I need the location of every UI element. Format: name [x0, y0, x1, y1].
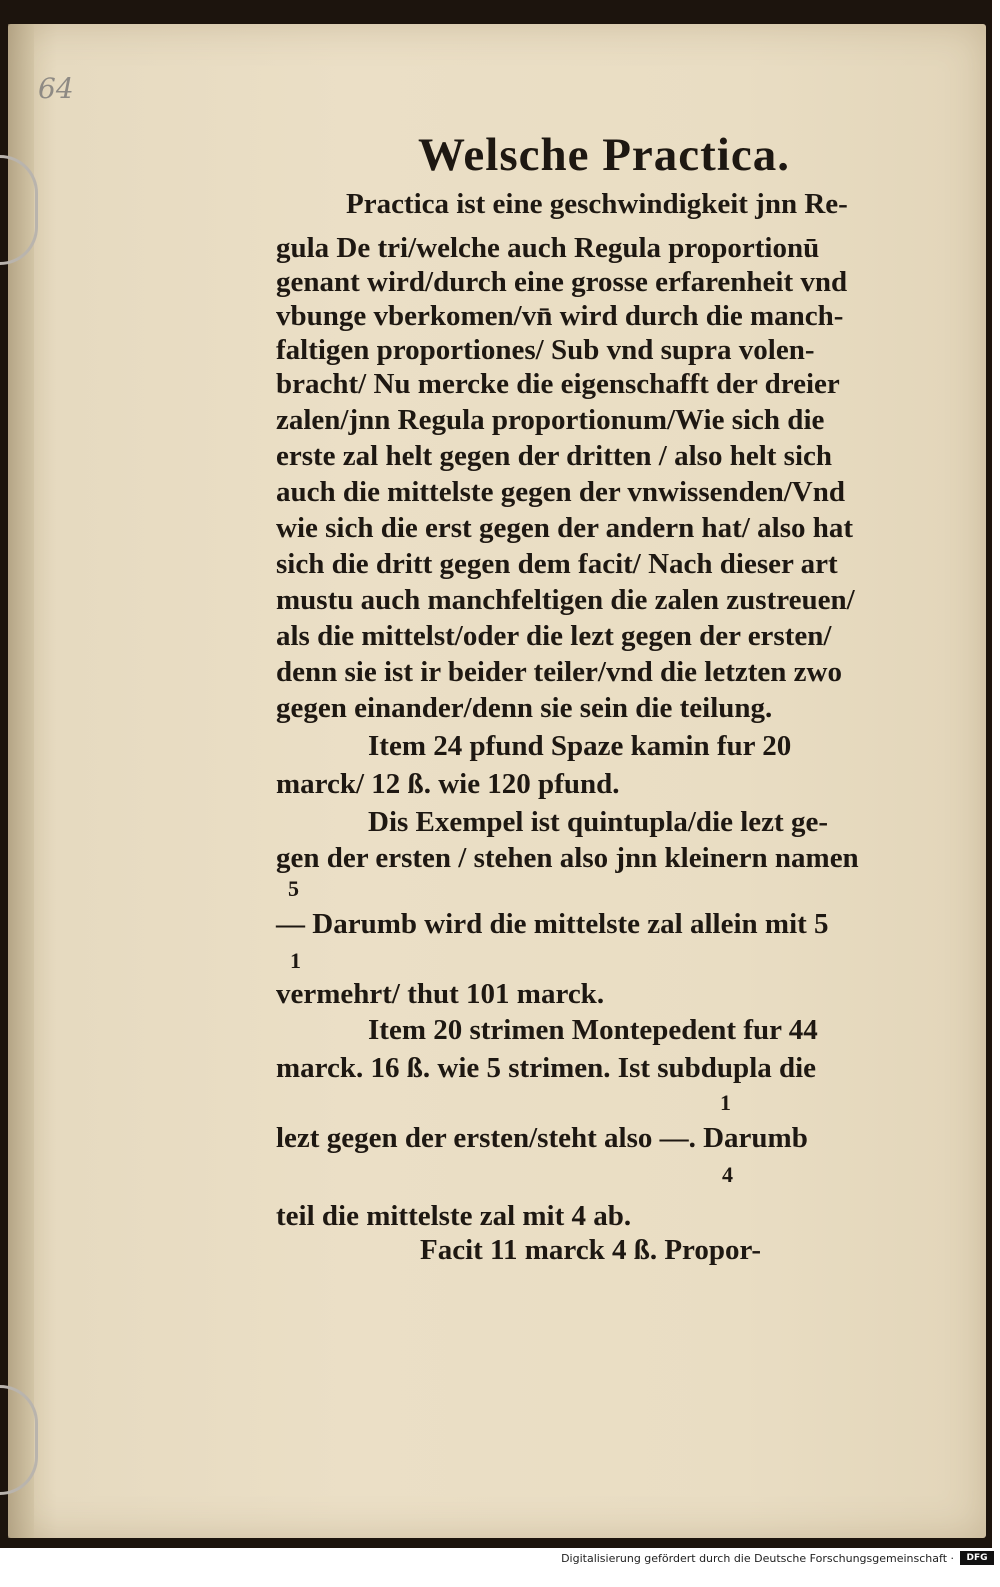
- text-line: als die mittelst/oder die lezt gegen der ersten/: [276, 620, 832, 652]
- text-line: genant wird/durch eine grosse erfarenheit vnd: [276, 266, 848, 298]
- text-line: faltigen proportiones/ Sub vnd supra volen-: [276, 334, 815, 366]
- fraction-denominator: 1: [290, 948, 301, 973]
- footer-credit: Digitalisierung gefördert durch die Deutsche Forschungsgemeinschaft ·: [561, 1552, 954, 1565]
- text-line: Practica ist eine geschwindigkeit jnn Re-: [346, 188, 848, 220]
- text-line: erste zal helt gegen der dritten / also helt sich: [276, 440, 832, 472]
- text-line: Dis Exempel ist quintupla/die lezt ge-: [368, 806, 828, 838]
- text-line: bracht/ Nu mercke die eigenschafft der dreier: [276, 368, 840, 400]
- dfg-logo: DFG: [960, 1551, 994, 1565]
- text-line: Facit 11 marck 4 ß. Propor-: [420, 1234, 761, 1266]
- text-line: gen der ersten / stehen also jnn kleinern namen: [276, 842, 859, 874]
- text-line: — Darumb wird die mittelste zal allein mit 5: [276, 908, 829, 940]
- text-line: vbunge vberkomen/vn̄ wird durch die manch-: [276, 300, 844, 332]
- text-line: gegen einander/denn sie sein die teilung.: [276, 692, 773, 724]
- text-line: denn sie ist ir beider teiler/vnd die letzten zwo: [276, 656, 842, 688]
- text-line: Item 24 pfund Spaze kamin fur 20: [368, 730, 792, 762]
- text-line: auch die mittelste gegen der vnwissenden/Vnd: [276, 476, 846, 508]
- fraction-denominator: 4: [722, 1162, 733, 1187]
- page-heading: Welsche Practica.: [418, 129, 790, 181]
- text-line: zalen/jnn Regula proportionum/Wie sich die: [276, 404, 825, 436]
- text-line: marck/ 12 ß. wie 120 pfund.: [276, 768, 620, 800]
- text-line: wie sich die erst gegen der andern hat/ also hat: [276, 512, 854, 544]
- folio-number: 64: [38, 72, 74, 105]
- text-line: Item 20 strimen Montepedent fur 44: [368, 1014, 818, 1046]
- text-line: mustu auch manchfeltigen die zalen zustreuen/: [276, 584, 855, 616]
- text-line: teil die mittelste zal mit 4 ab.: [276, 1200, 632, 1232]
- fraction-numerator: 5: [288, 876, 299, 901]
- text-line: sich die dritt gegen dem facit/ Nach dieser art: [276, 548, 838, 580]
- text-line: marck. 16 ß. wie 5 strimen. Ist subdupla die: [276, 1052, 817, 1084]
- text-line: gula De tri/welche auch Regula proportionū: [276, 232, 820, 264]
- text-line: vermehrt/ thut 101 marck.: [276, 978, 605, 1010]
- fraction-numerator: 1: [720, 1090, 731, 1115]
- text-line: lezt gegen der ersten/steht also —. Darumb: [276, 1122, 808, 1154]
